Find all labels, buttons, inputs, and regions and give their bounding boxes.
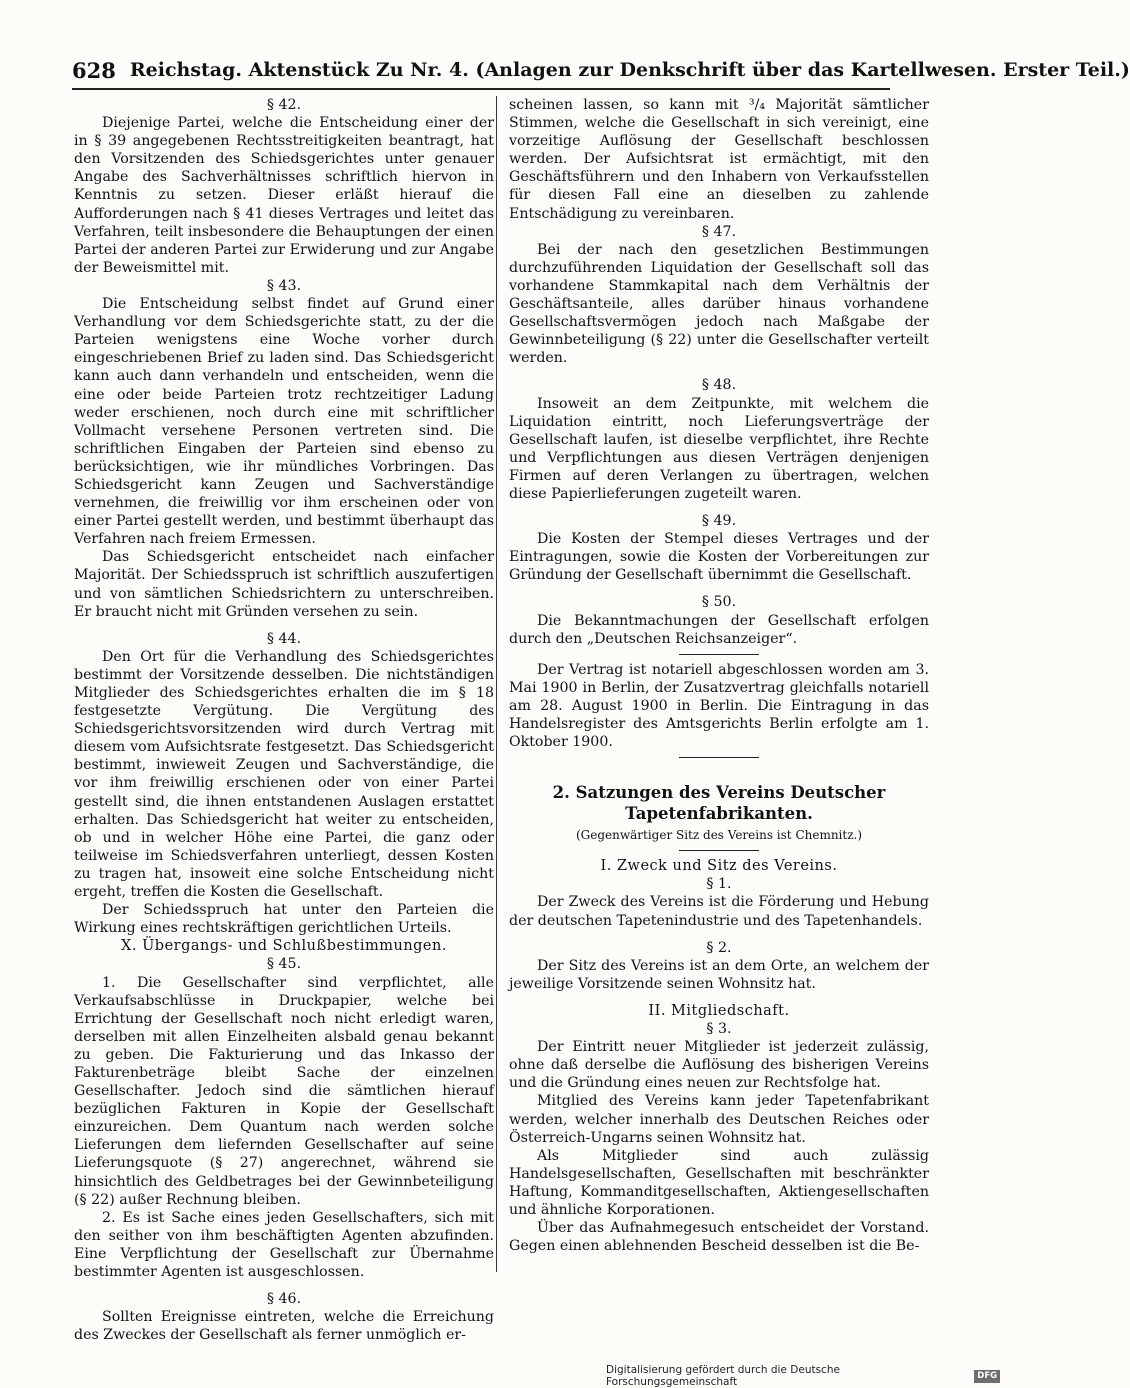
section-heading: § 45. [266, 956, 302, 973]
paragraph: Das Schiedsgericht entscheidet nach einfacher Majorität. Der Schiedsspruch ist schriftlich auszufertigen und von sämtlichen Schiedsrichtern zu unterschreiben. Er braucht nicht mit Gründen versehen zu sein. [74, 549, 494, 620]
paragraph: Den Ort für die Verhandlung des Schiedsgerichtes bestimmt der Vorsitzende desselben. Die nichtständigen Mitglieder des Schiedsgerichtes erhalten die im § 18 festgesetzte Vergütung. Die Vergütung des Schiedsgerichtsvorsitzenden wird durch Vertrag mit diesem vom Aufsichtsrate festgesetzt. Das Schiedsgericht bestimmt, inwieweit Zeugen und Sachverständige, die vor ihm freiwillig erschienen oder von einer Partei gestellt sind, die ihnen entstandenen Auslagen erstattet erhalten. Das Schiedsgericht hat weiter zu entscheiden, ob und in welcher Höhe eine Partei, die ganz oder teilweise im Schiedsverfahren unterliegt, dessen Kosten zu tragen hat, insoweit eine solche Entscheidung nicht ergeht, treffen die Kosten die Gesellschaft. [74, 648, 494, 901]
section-heading: § 1. [706, 876, 732, 893]
paragraph: Über das Aufnahmegesuch entscheidet der Vorstand. Gegen einen ablehnenden Bescheid desselben ist die Be- [509, 1220, 929, 1255]
paragraph: Bei der nach den gesetzlichen Bestimmungen durchzuführenden Liquidation der Gesellschaft soll das vorhandene Stammkapital nach dem Verhältnis der Geschäftsanteile, alles darüber hinaus vorhandene Gesellschaftsvermögen jedoch nach Maßgabe der Gewinnbeteiligung (§ 22) unter die Gesellschafter verteilt werden. [509, 241, 929, 367]
section-heading: § 3. [706, 1021, 732, 1038]
paragraph: Diejenige Partei, welche die Entscheidung einer der in § 39 angegebenen Rechtsstreitigkeiten beantragt, hat den Vorsitzenden des Schiedsgerichtes unter genauer Angabe des Sachverhältnisses schriftlich hiervon in Kenntnis zu setzen. Dieser erläßt hierauf die Aufforderungen nach § 41 dieses Vertrages und leitet das Verfahren, teilt insbesondere die Behauptungen der einen Partei der anderen Partei zur Erwiderung und zur Angabe der Beweismittel mit. [74, 115, 494, 276]
header-rule [72, 88, 890, 90]
section-heading: § 47. [701, 223, 737, 240]
section-heading: § 44. [266, 630, 302, 647]
paragraph: Die Bekanntmachungen der Gesellschaft erfolgen durch den „Deutschen Reichsanzeiger“. [509, 612, 929, 647]
paragraph: Der Sitz des Vereins ist an dem Orte, an welchem der jeweilige Vorsitzende seinen Wohnsitz hat. [509, 957, 929, 992]
paragraph: Der Schiedsspruch hat unter den Parteien die Wirkung eines rechtskräftigen gerichtlichen Urteils. [74, 902, 494, 937]
section-heading: § 49. [701, 513, 737, 530]
paragraph: Die Entscheidung selbst findet auf Grund einer Verhandlung vor dem Schiedsgerichte statt, zu der die Parteien wenigstens eine Woche vorher durch eingeschriebenen Brief zu laden sind. Das Schiedsgericht kann auch dann verhandeln und entscheiden, wenn die eine oder beide Parteien trotz rechtzeitiger Ladung weder erschienen, noch durch eine mit schriftlicher Vollmacht versehene Personen vertreten sind. Die schriftlichen Eingaben der Parteien sind ebenso zu berücksichtigen, wie ihr mündliches Vorbringen. Das Schiedsgericht kann Zeugen und Sachverständige vernehmen, die freiwillig vor ihm erscheinen oder von einer Partei gestellt werden, und bestimmt überhaupt das Verfahren nach freiem Ermessen. [74, 296, 494, 548]
digitization-footer [606, 1364, 1000, 1388]
paragraph: Der Vertrag ist notariell abgeschlossen worden am 3. Mai 1900 in Berlin, der Zusatzvertrag gleichfalls notariell am 28. August 1900 in Berlin. Die Eintragung in das Handelsregister des Amtsgerichts Berlin erfolgte am 1. Oktober 1900. [509, 661, 929, 751]
column-divider [496, 96, 497, 1272]
section-heading: § 2. [706, 939, 732, 956]
paragraph: Sollten Ereignisse eintreten, welche die Erreichung des Zweckes der Gesellschaft als ferner unmöglich er- [74, 1309, 494, 1344]
section-heading: § 42. [266, 97, 302, 113]
short-rule [679, 654, 759, 655]
chapter-heading: X. Übergangs- und Schlußbestimmungen. [121, 938, 447, 955]
right-column [509, 96, 929, 1255]
page-number: 628 [72, 57, 116, 83]
paragraph: Als Mitglieder sind auch zulässig Handelsgesellschaften, Gesellschaften mit beschränkter Haftung, Kommanditgesellschaften, Aktiengesellschaften und ähnliche Korporationen. [509, 1147, 929, 1218]
paragraph: Insoweit an dem Zeitpunkte, mit welchem die Liquidation eintritt, noch Lieferungsverträge der Gesellschaft laufen, ist dieselbe verpflichtet, ihre Rechte und Verpflichtungen aus diesen Verträgen denjenigen Firmen auf deren Verlangen zu übertragen, welchen diese Papierlieferungen zugeteilt waren. [509, 395, 929, 502]
paragraph: Der Eintritt neuer Mitglieder ist jederzeit zulässig, ohne daß derselbe die Auflösung des bisherigen Vereins und die Gründung eines neuen zur Rechtsfolge hat. [509, 1039, 929, 1092]
short-rule [679, 757, 759, 758]
section-heading: § 48. [701, 377, 737, 394]
section-heading: § 43. [266, 277, 302, 294]
footer-text: Digitalisierung gefördert durch die Deutsche Forschungsgemeinschaft [606, 1364, 840, 1388]
running-head-title: Reichstag. Aktenstück Zu Nr. 4. (Anlagen zur Denkschrift über das Kartellwesen. Erster Teil.) [129, 59, 1130, 81]
section-heading: § 46. [266, 1291, 302, 1308]
chapter-heading: II. Mitgliedschaft. [648, 1002, 790, 1019]
section-heading: § 50. [701, 594, 737, 611]
dfg-logo: DFG [974, 1370, 1000, 1383]
left-column [74, 96, 494, 1344]
chapter-heading: I. Zweck und Sitz des Vereins. [600, 858, 838, 875]
paragraph: Mitglied des Vereins kann jeder Tapetenfabrikant werden, welcher innerhalb des Deutschen Reiches oder Österreich-Ungarns seinen Wohnsitz hat. [509, 1093, 929, 1146]
paragraph: 1. Die Gesellschafter sind verpflichtet, alle Verkaufsabschlüsse in Druckpapier, welche bei Errichtung der Gesellschaft noch nicht erledigt waren, derselben mit allen Einzelheiten alsbald genau bekannt zu geben. Die Fakturierung und das Inkasso der Fakturenbeträge bleibt Sache der einzelnen Gesellschafter. Jedoch sind die sämtlichen hierauf bezüglichen Fakturen in Kopie der Gesellschaft einzureichen. Dem Quantum nach werden solche Lieferungen dem liefernden Gesellschafter auf seine Lieferungsquote (§ 27) angerechnet, während sie hinsichtlich des Geldbetrages bei der Gewinnbeteiligung (§ 22) außer Rechnung bleiben. [74, 974, 494, 1208]
paragraph: scheinen lassen, so kann mit ³/₄ Majorität sämtlicher Stimmen, welche die Gesellschaft in sich vereinigt, eine vorzeitige Auflösung der Gesellschaft beschlossen werden. Der Aufsichtsrat ist ermächtigt, mit den Geschäftsführern und den Inhabern von Verkaufsstellen für diesen Fall eine an dieselben zu zahlende Entschädigung zu vereinbaren. [509, 97, 929, 222]
running-header [72, 52, 1130, 88]
paragraph: 2. Es ist Sache eines jeden Gesellschafters, sich mit den seither von ihm beschäftigten Agenten abzufinden. Eine Verpflichtung der Gesellschaft zur Übernahme bestimmter Agenten ist ausgeschlossen. [74, 1209, 494, 1280]
document-title: 2. Satzungen des Vereins Deutscher Tapetenfabrikanten. [552, 783, 886, 824]
document-subtitle: (Gegenwärtiger Sitz des Vereins ist Chemnitz.) [575, 828, 863, 843]
short-rule [679, 850, 759, 851]
paragraph: Der Zweck des Vereins ist die Förderung und Hebung der deutschen Tapetenindustrie und des Tapetenhandels. [509, 894, 929, 929]
paragraph: Die Kosten der Stempel dieses Vertrages und der Eintragungen, sowie die Kosten der Vorbereitungen zur Gründung der Gesellschaft übernimmt die Gesellschaft. [509, 531, 929, 584]
